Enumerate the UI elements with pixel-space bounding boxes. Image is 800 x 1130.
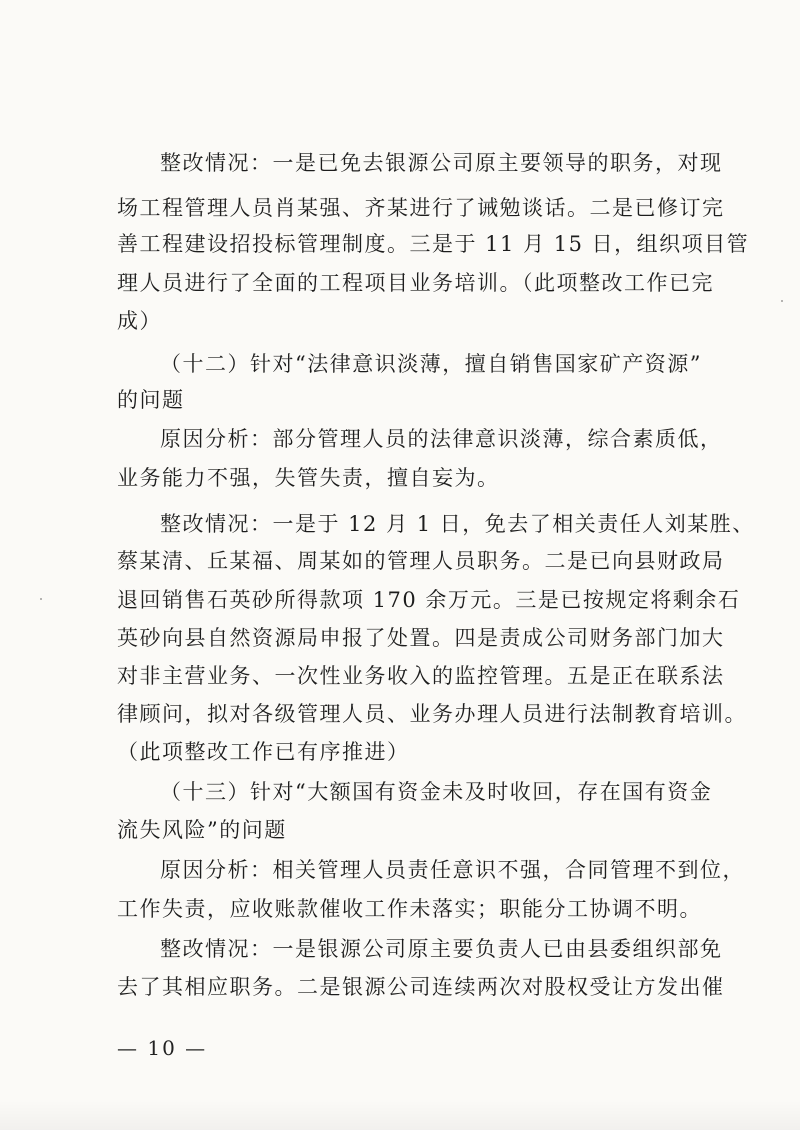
body-line: 工作失责，应收账款催收工作未落实；职能分工协调不明。 [117, 897, 702, 921]
section-heading: 的问题 [117, 388, 185, 412]
section-heading: （十二）针对“法律意识淡薄，擅自销售国家矿产资源” [160, 352, 702, 376]
body-line: 场工程管理人员肖某强、齐某进行了诫勉谈话。二是已修订完 [117, 196, 725, 220]
body-line: 善工程建设招投标管理制度。三是于 11 月 15 日，组织项目管 [117, 232, 750, 256]
body-line: 业务能力不强，失管失责，擅自妄为。 [117, 466, 500, 490]
body-line: 退回销售石英砂所得款项 170 余万元。三是已按规定将剩余石 [117, 588, 741, 612]
page-number: — 10 — [117, 1036, 208, 1060]
scan-speck [781, 300, 783, 302]
body-line: 整改情况：一是银源公司原主要负责人已由县委组织部免 [160, 937, 723, 961]
body-line: 去了其相应职务。二是银源公司连续两次对股权受让方发出催 [117, 975, 725, 999]
body-line: 原因分析：部分管理人员的法律意识淡薄，综合素质低， [160, 427, 723, 451]
section-heading: （十三）针对“大额国有资金未及时收回，存在国有资金 [160, 780, 713, 804]
body-line: 律顾问，拟对各级管理人员、业务办理人员进行法制教育培训。 [117, 702, 747, 726]
scan-speck [40, 598, 42, 600]
body-line: 原因分析：相关管理人员责任意识不强，合同管理不到位， [160, 858, 745, 882]
body-line: 成） [117, 309, 162, 333]
body-line: 理人员进行了全面的工程项目业务培训。（此项整改工作已完 [117, 271, 714, 295]
body-line: （此项整改工作已有序推进） [117, 740, 410, 764]
body-line: 整改情况：一是于 12 月 1 日，免去了相关责任人刘某胜、 [160, 512, 755, 536]
section-heading: 流失风险”的问题 [117, 818, 287, 842]
body-line: 英砂向县自然资源局申报了处置。四是责成公司财务部门加大 [117, 626, 725, 650]
body-line: 蔡某清、丘某福、周某如的管理人员职务。二是已向县财政局 [117, 549, 725, 573]
body-line: 整改情况：一是已免去银源公司原主要领导的职务，对现 [160, 151, 723, 175]
body-line: 对非主营业务、一次性业务收入的监控管理。五是正在联系法 [117, 664, 725, 688]
